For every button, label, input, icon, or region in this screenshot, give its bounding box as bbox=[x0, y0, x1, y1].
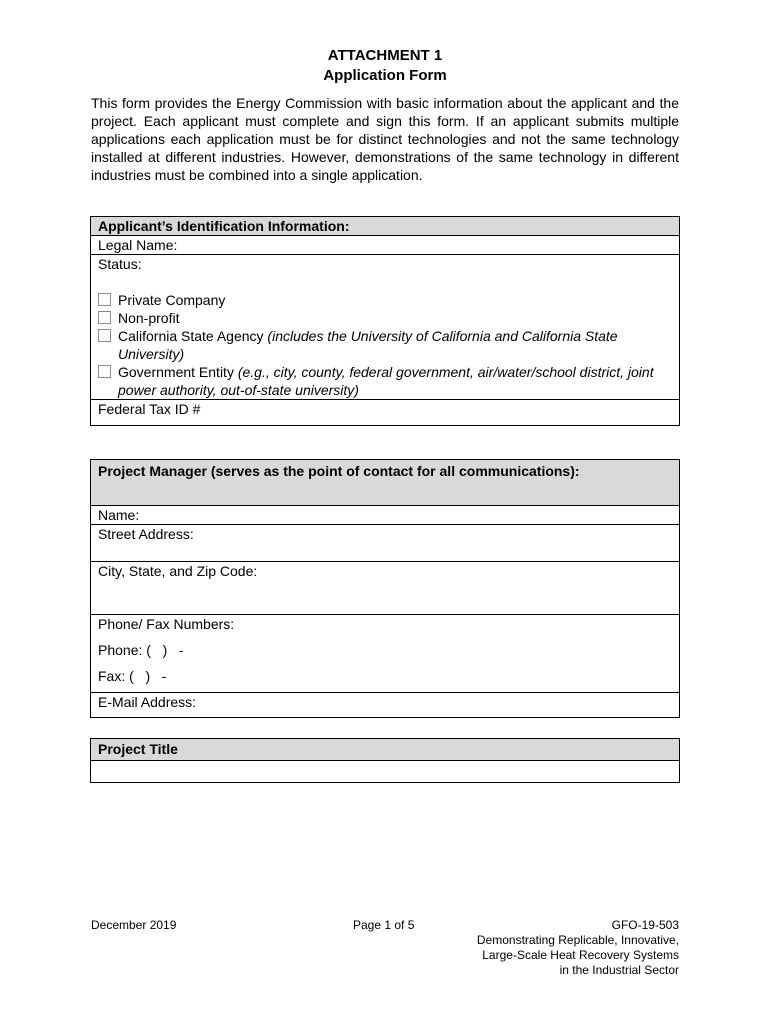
government-entity-checkbox[interactable] bbox=[98, 365, 111, 378]
project-title-heading: Project Title bbox=[91, 739, 680, 761]
pm-phone-fax-label: Phone/ Fax Numbers: bbox=[98, 616, 235, 632]
tax-id-field[interactable] bbox=[91, 400, 680, 426]
pm-name-label: Name: bbox=[98, 507, 140, 523]
attachment-heading: ATTACHMENT 1 bbox=[327, 47, 443, 64]
status-option-nonprofit[interactable] bbox=[98, 309, 672, 327]
legal-name-field[interactable] bbox=[91, 236, 680, 255]
form-title: Application Form bbox=[323, 67, 447, 84]
project-title-table bbox=[90, 738, 680, 783]
state-agency-label: California State Agency bbox=[118, 328, 264, 344]
state-agency-note: (includes the University of California and California State University) bbox=[118, 328, 618, 362]
pm-name-field[interactable] bbox=[91, 506, 680, 525]
nonprofit-label: Non-profit bbox=[118, 310, 180, 326]
footer-solicitation-number: GFO-19-503 bbox=[611, 918, 679, 932]
private-company-label: Private Company bbox=[118, 292, 226, 308]
footer-solicitation-block bbox=[477, 918, 679, 978]
footer-title-line-3: in the Industrial Sector bbox=[559, 963, 679, 977]
pm-email-label: E-Mail Address: bbox=[98, 694, 197, 710]
tax-id-label: Federal Tax ID # bbox=[98, 401, 201, 417]
nonprofit-checkbox[interactable] bbox=[98, 311, 111, 324]
pm-phone-fax-cell bbox=[91, 615, 680, 693]
project-title-field[interactable] bbox=[91, 761, 680, 783]
pm-city-field[interactable] bbox=[91, 562, 680, 615]
applicant-info-table bbox=[90, 216, 680, 426]
pm-street-field[interactable] bbox=[91, 525, 680, 562]
intro-paragraph: This form provides the Energy Commission with basic information about the applicant and the project. Each applicant must complete and sign this form. If an applicant submits multiple applications each application must be for distinct technologies and not the same technology installed at different industries. However, demonstrations of the same technology in different industries must be combined into a single application. bbox=[91, 95, 679, 183]
status-cell bbox=[91, 255, 680, 400]
government-entity-label: Government Entity bbox=[118, 364, 234, 380]
private-company-checkbox[interactable] bbox=[98, 293, 111, 306]
pm-street-label: Street Address: bbox=[98, 526, 194, 542]
footer-title-line-2: Large-Scale Heat Recovery Systems bbox=[482, 948, 679, 962]
pm-phone-field[interactable]: Phone: ( ) - bbox=[98, 642, 184, 658]
applicant-heading: Applicant’s Identification Information: bbox=[91, 217, 680, 236]
project-manager-heading: Project Manager (serves as the point of contact for all communications): bbox=[91, 460, 680, 506]
footer-page-number: Page 1 of 5 bbox=[353, 918, 415, 932]
state-agency-checkbox[interactable] bbox=[98, 329, 111, 342]
pm-fax-field[interactable]: Fax: ( ) - bbox=[98, 668, 167, 684]
project-manager-table bbox=[90, 459, 680, 718]
legal-name-label: Legal Name: bbox=[98, 237, 178, 253]
footer-title-line-1: Demonstrating Replicable, Innovative, bbox=[476, 933, 679, 947]
status-label: Status: bbox=[98, 256, 142, 272]
status-option-government[interactable] bbox=[98, 363, 672, 399]
government-entity-note: (e.g., city, county, federal government, air/water/school district, joint power authority, out-of-state university) bbox=[118, 364, 654, 398]
pm-email-field[interactable] bbox=[91, 693, 680, 718]
status-option-state-agency[interactable] bbox=[98, 327, 672, 363]
footer-date: December 2019 bbox=[91, 918, 177, 932]
pm-city-label: City, State, and Zip Code: bbox=[98, 563, 258, 579]
status-option-private[interactable] bbox=[98, 291, 672, 309]
